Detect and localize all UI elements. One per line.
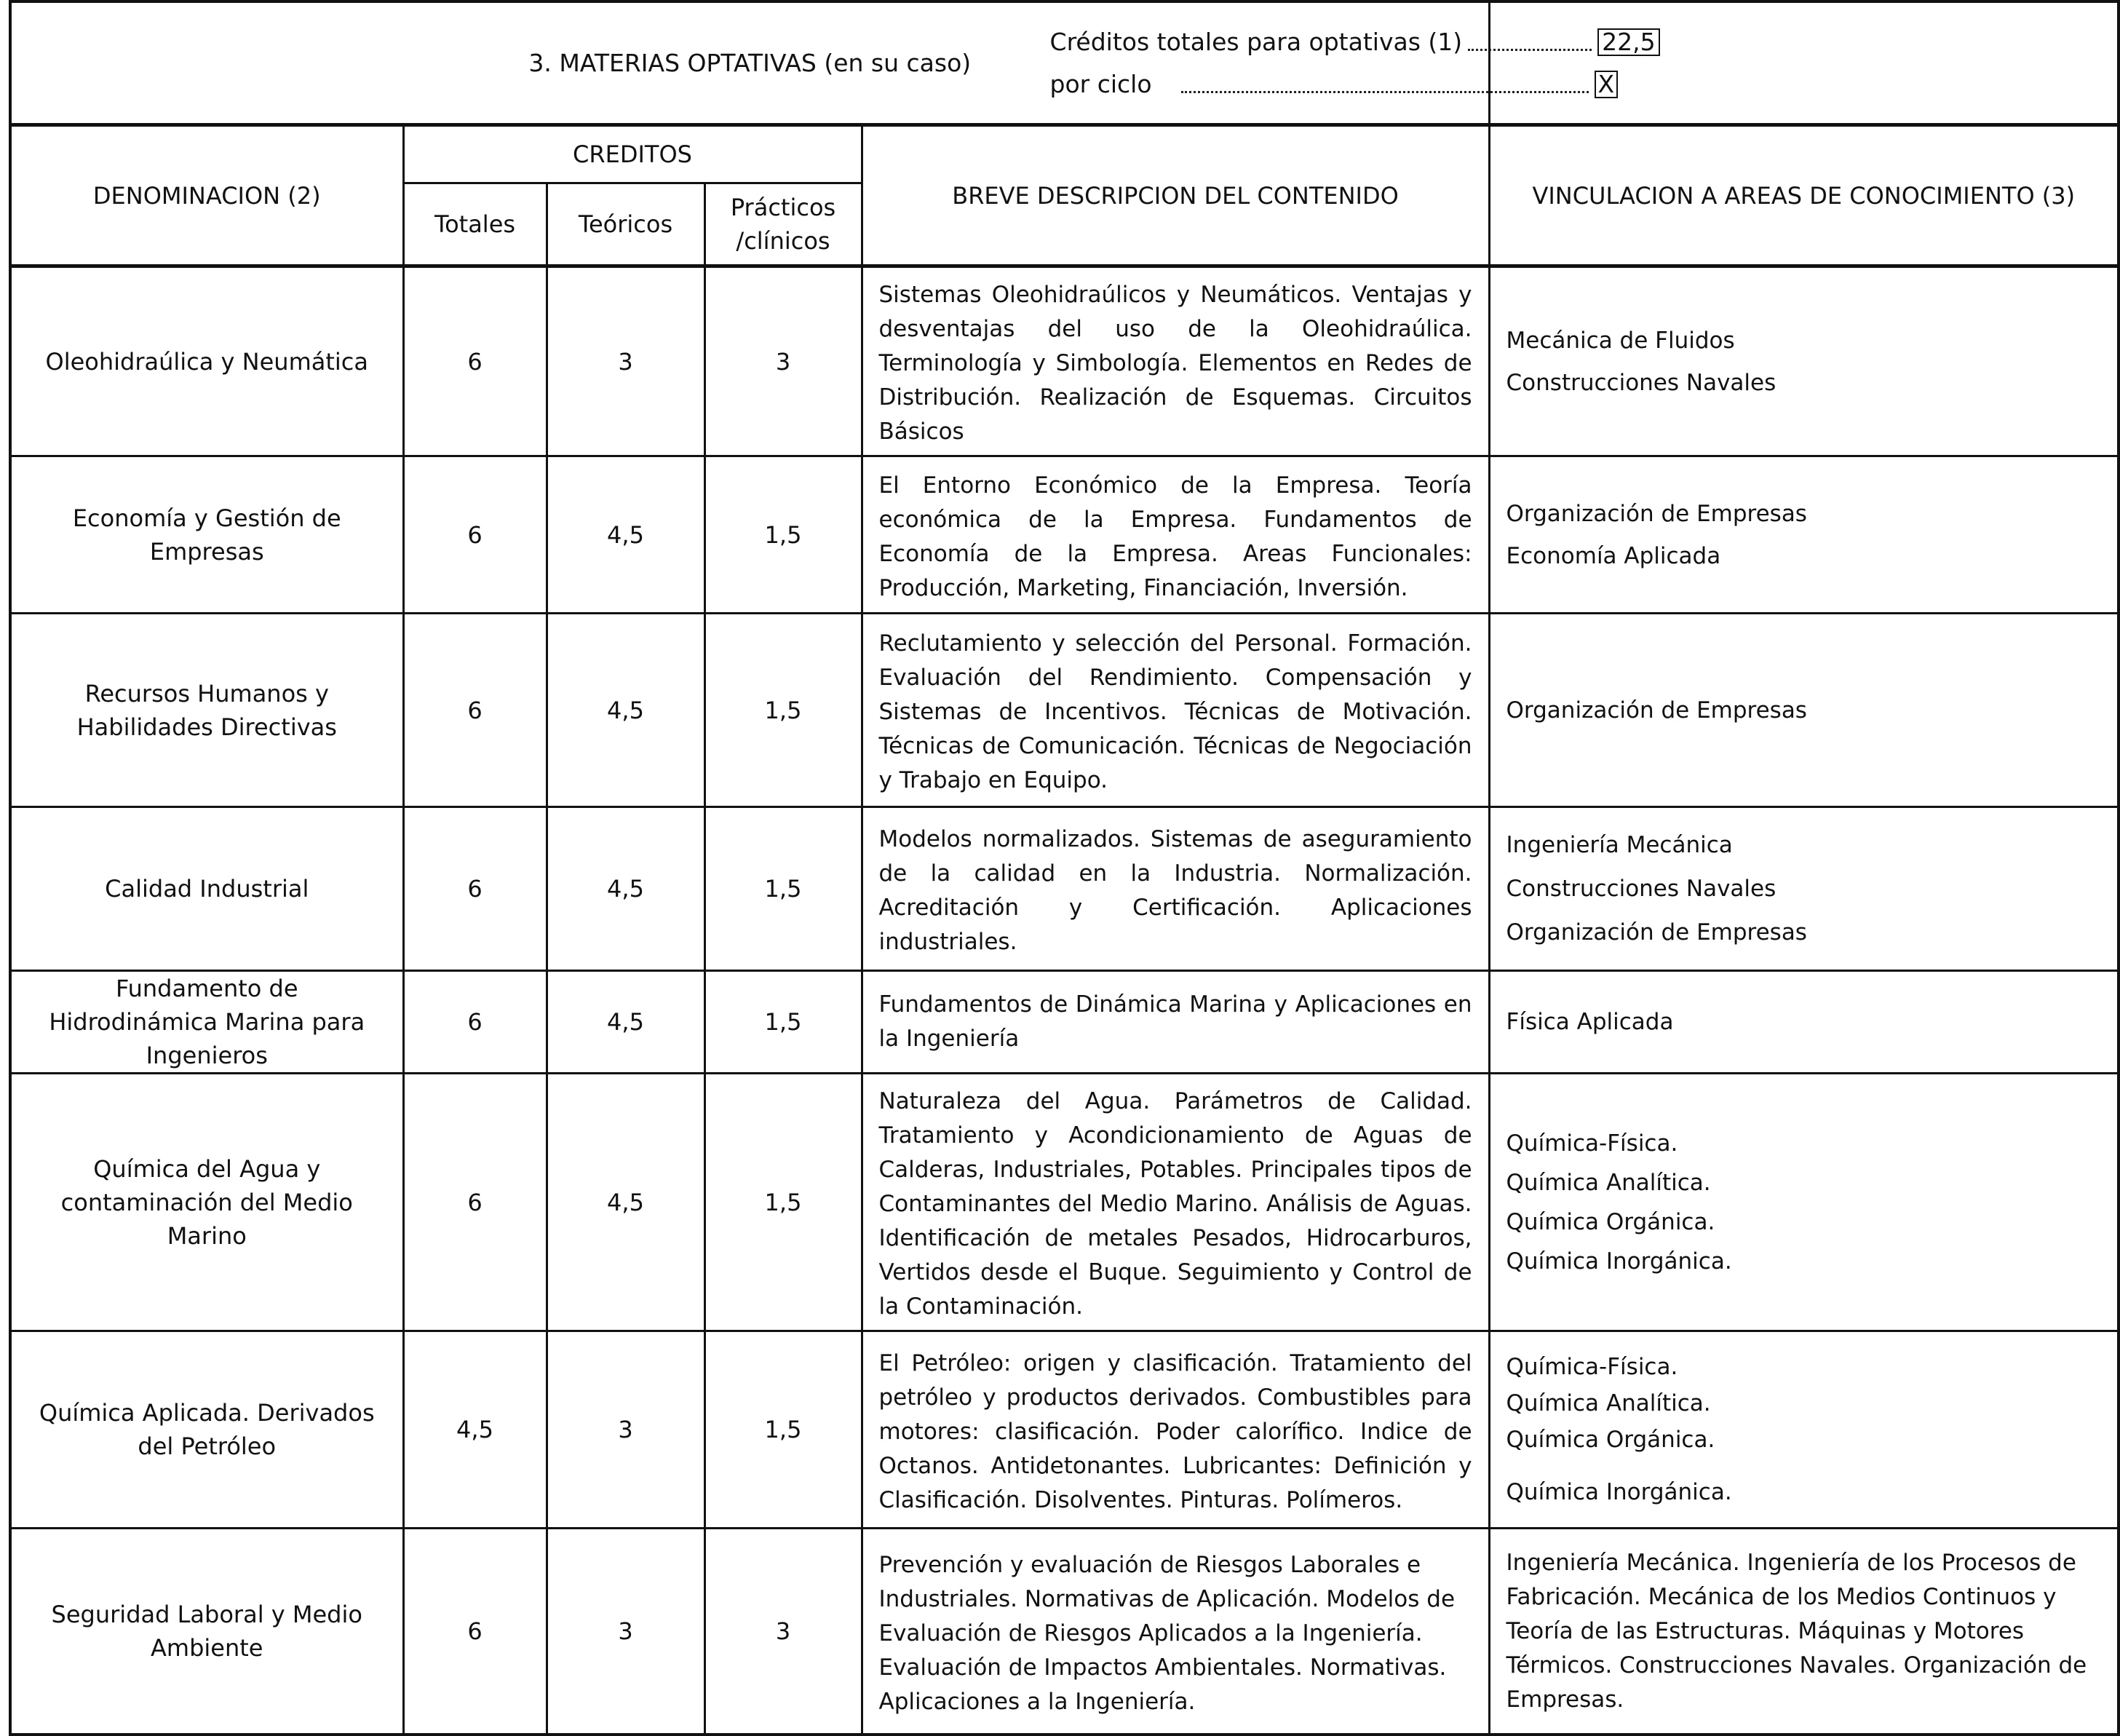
area-item: Química Analítica. bbox=[1506, 1169, 1711, 1196]
credits-teoricos: 3 bbox=[547, 1331, 704, 1529]
subject-description: Modelos normalizados. Sistemas de aseguramiento de la calidad en la Industria. Normalización. Acreditación y Certificación. Aplicaciones industriales. bbox=[862, 807, 1489, 971]
col-head-totales bbox=[403, 183, 547, 266]
credits-practicos: 1,5 bbox=[704, 1331, 862, 1529]
col-head-areas-text: VINCULACION A AREAS DE CONOCIMIENTO (3) bbox=[1532, 181, 2076, 210]
col-head-credits bbox=[403, 125, 862, 183]
subject-name: Oleohidraúlica y Neumática bbox=[10, 266, 403, 456]
table-row bbox=[10, 266, 2119, 456]
credits-summary-cell bbox=[1049, 1, 2119, 125]
credits-label: Créditos totales para optativas (1) bbox=[1049, 28, 1463, 56]
header-band bbox=[10, 1, 2119, 125]
subject-description: El Petróleo: origen y clasificación. Tratamiento del petróleo y productos derivados. Combustibles para motores: clasificación. Poder calorífico. Indice de Octanos. Antidetonantes. Lubricantes: Definición y Clasificación. Disolventes. Pinturas. Polímeros. bbox=[862, 1331, 1489, 1529]
credits-totales: 6 bbox=[403, 1074, 547, 1331]
knowledge-areas bbox=[1489, 266, 2119, 456]
col-head-name-text: DENOMINACION (2) bbox=[92, 181, 321, 210]
section-title: 3. MATERIAS OPTATIVAS (en su caso) bbox=[528, 49, 972, 77]
credits-teoricos: 4,5 bbox=[547, 971, 704, 1074]
credits-practicos: 3 bbox=[704, 266, 862, 456]
credits-totales: 6 bbox=[403, 266, 547, 456]
area-item: Química-Física. bbox=[1506, 1354, 1678, 1380]
area-item: Física Aplicada bbox=[1506, 1009, 1674, 1035]
col-head-areas bbox=[1489, 125, 2119, 266]
subject-name: Economía y Gestión de Empresas bbox=[10, 456, 403, 614]
subject-description: Naturaleza del Agua. Parámetros de Calidad. Tratamiento y Acondicionamiento de Aguas de Calderas, Industriales, Potables. Principales tipos de Contaminantes del Medio Marino. Análisis de Aguas. Identificación de metales Pesados, Hidrocarburos, Vertidos desde el Buque. Seguimiento y Control de la Contaminación. bbox=[862, 1074, 1489, 1331]
knowledge-areas bbox=[1489, 1074, 2119, 1331]
area-item: Química-Física. bbox=[1506, 1130, 1678, 1157]
credits-totales: 6 bbox=[403, 1529, 547, 1735]
credits-practicos: 1,5 bbox=[704, 807, 862, 971]
table-row bbox=[10, 614, 2119, 807]
subject-name: Recursos Humanos y Habilidades Directivas bbox=[10, 614, 403, 807]
subject-name: Calidad Industrial bbox=[10, 807, 403, 971]
knowledge-areas bbox=[1489, 456, 2119, 614]
credits-practicos: 1,5 bbox=[704, 614, 862, 807]
subject-description: Fundamentos de Dinámica Marina y Aplicaciones en la Ingeniería bbox=[862, 971, 1489, 1074]
knowledge-areas bbox=[1489, 1529, 2119, 1735]
table-row bbox=[10, 1331, 2119, 1529]
area-item: Química Inorgánica. bbox=[1506, 1248, 1732, 1275]
optativas-table bbox=[9, 0, 2120, 1736]
subject-description: Prevención y evaluación de Riesgos Laborales e Industriales. Normativas de Aplicación. Modelos de Evaluación de Riesgos Aplicados a la Ingeniería. Evaluación de Impactos Ambientales. Normativas. Aplicaciones a la Ingeniería. bbox=[862, 1529, 1489, 1735]
col-head-name bbox=[10, 125, 403, 266]
credits-value: 22,5 bbox=[1597, 28, 1659, 56]
col-head-credits-text: CREDITOS bbox=[573, 140, 692, 168]
table-row bbox=[10, 1074, 2119, 1331]
area-item: Organización de Empresas bbox=[1506, 919, 1807, 946]
credits-practicos: 3 bbox=[704, 1529, 862, 1735]
subject-name: Química del Agua y contaminación del Medio Marino bbox=[10, 1074, 403, 1331]
credits-teoricos: 4,5 bbox=[547, 1074, 704, 1331]
area-item: Construcciones Navales bbox=[1506, 369, 1776, 396]
area-item: Ingeniería Mecánica bbox=[1506, 832, 1733, 858]
cycle-line bbox=[1050, 63, 2105, 106]
area-item: Organización de Empresas bbox=[1506, 500, 1807, 527]
credits-teoricos: 4,5 bbox=[547, 614, 704, 807]
cycle-label: por ciclo bbox=[1049, 70, 1152, 98]
credits-practicos: 1,5 bbox=[704, 456, 862, 614]
table-row bbox=[10, 1529, 2119, 1735]
area-item: Organización de Empresas bbox=[1506, 697, 1807, 724]
col-head-practicos-line2: /clínicos bbox=[736, 227, 830, 255]
column-header-row-1 bbox=[10, 125, 2119, 183]
area-item: Economía Aplicada bbox=[1506, 542, 1721, 569]
cycle-value: X bbox=[1595, 71, 1619, 98]
col-head-teoricos-text: Teóricos bbox=[578, 210, 673, 238]
knowledge-areas bbox=[1489, 1331, 2119, 1529]
knowledge-areas bbox=[1489, 971, 2119, 1074]
area-item: Química Orgánica. bbox=[1506, 1208, 1715, 1235]
col-head-teoricos bbox=[547, 183, 704, 266]
col-head-description bbox=[862, 125, 1489, 266]
subject-description: El Entorno Económico de la Empresa. Teoría económica de la Empresa. Fundamentos de Economía de la Empresa. Areas Funcionales: Producción, Marketing, Financiación, Inversión. bbox=[862, 456, 1489, 614]
subject-description: Reclutamiento y selección del Personal. Formación. Evaluación del Rendimiento. Compensación y Sistemas de Incentivos. Técnicas de Motivación. Técnicas de Comunicación. Técnicas de Negociación y Trabajo en Equipo. bbox=[862, 614, 1489, 807]
subject-name: Seguridad Laboral y Medio Ambiente bbox=[10, 1529, 403, 1735]
subject-name: Fundamento de Hidrodinámica Marina para Ingenieros bbox=[10, 971, 403, 1074]
credits-totales: 6 bbox=[403, 807, 547, 971]
col-head-practicos bbox=[704, 183, 862, 266]
subject-description: Sistemas Oleohidraúlicos y Neumáticos. Ventajas y desventajas del uso de la Oleohidraúlica. Terminología y Simbología. Elementos en Redes de Distribución. Realización de Esquemas. Circuitos Básicos bbox=[862, 266, 1489, 456]
area-item: Mecánica de Fluidos bbox=[1506, 327, 1735, 354]
col-head-totales-text: Totales bbox=[434, 210, 516, 238]
knowledge-areas bbox=[1489, 807, 2119, 971]
subject-name: Química Aplicada. Derivados del Petróleo bbox=[10, 1331, 403, 1529]
credits-practicos: 1,5 bbox=[704, 971, 862, 1074]
area-item: Química Analítica. bbox=[1506, 1390, 1711, 1416]
table-row bbox=[10, 971, 2119, 1074]
knowledge-areas bbox=[1489, 614, 2119, 807]
area-paragraph: Ingeniería Mecánica. Ingeniería de los Procesos de Fabricación. Mecánica de los Medios Continuos y Teoría de las Estructuras. Máquinas y Motores Térmicos. Construcciones Navales. Organización de Empresas. bbox=[1506, 1549, 2087, 1713]
credits-totales: 6 bbox=[403, 971, 547, 1074]
credits-totales: 4,5 bbox=[403, 1331, 547, 1529]
area-item: Química Inorgánica. bbox=[1506, 1479, 1732, 1505]
document-page bbox=[9, 0, 2117, 1736]
credits-teoricos: 4,5 bbox=[547, 456, 704, 614]
credits-totales: 6 bbox=[403, 614, 547, 807]
credits-teoricos: 4,5 bbox=[547, 807, 704, 971]
credits-teoricos: 3 bbox=[547, 266, 704, 456]
credits-teoricos: 3 bbox=[547, 1529, 704, 1735]
credits-practicos: 1,5 bbox=[704, 1074, 862, 1331]
dot-leader bbox=[1468, 33, 1592, 51]
credits-line bbox=[1050, 21, 2105, 63]
table-row bbox=[10, 456, 2119, 614]
dot-leader bbox=[1181, 75, 1589, 93]
area-item: Construcciones Navales bbox=[1506, 876, 1776, 902]
table-row bbox=[10, 807, 2119, 971]
credits-totales: 6 bbox=[403, 456, 547, 614]
col-head-practicos-line1: Prácticos bbox=[730, 194, 836, 221]
area-item: Química Orgánica. bbox=[1506, 1427, 1715, 1453]
col-head-description-text: BREVE DESCRIPCION DEL CONTENIDO bbox=[952, 181, 1399, 210]
